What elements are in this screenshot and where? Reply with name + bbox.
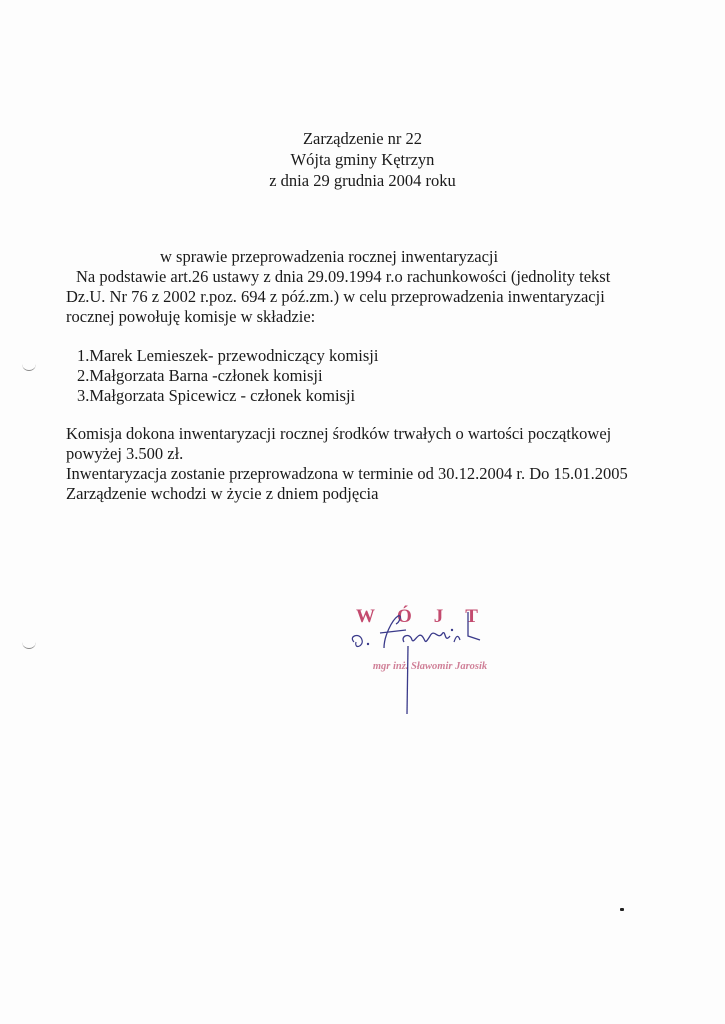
preamble-line: rocznej powołuję komisje w składzie:	[66, 307, 316, 326]
list-item: 3.Małgorzata Spicewicz - członek komisji	[77, 386, 356, 405]
document-subject: w sprawie przeprowadzenia rocznej inwentaryzacji	[160, 247, 499, 266]
closing-line: powyżej 3.500 zł.	[66, 444, 184, 463]
ink-speck	[620, 908, 624, 911]
stamp-title: WÓJT	[356, 606, 500, 627]
preamble-line: Na podstawie art.26 ustawy z dnia 29.09.1994 r.o rachunkowości (jednolity tekst	[76, 267, 611, 286]
closing-paragraph	[66, 424, 628, 504]
document-issuer: Wójta gminy Kętrzyn	[290, 150, 435, 169]
closing-line: Zarządzenie wchodzi w życie z dniem podjęcia	[66, 484, 379, 503]
preamble-line: Dz.U. Nr 76 z 2002 r.poz. 694 z póź.zm.) w celu przeprowadzenia inwentaryzacji	[66, 287, 605, 306]
handwritten-signature	[340, 606, 520, 716]
list-item: 2.Małgorzata Barna -członek komisji	[77, 366, 323, 385]
punch-hole-mark	[22, 640, 36, 649]
stamp-name: mgr inż. Sławomir Jarosik	[372, 661, 488, 672]
closing-line: Inwentaryzacja zostanie przeprowadzona w terminie od 30.12.2004 r. Do 15.01.2005	[66, 464, 628, 483]
document-date: z dnia 29 grudnia 2004 roku	[269, 171, 456, 190]
commission-members-list	[77, 346, 378, 406]
preamble-paragraph	[66, 267, 610, 327]
closing-line: Komisja dokona inwentaryzacji rocznej środków trwałych o wartości początkowej	[66, 424, 612, 443]
document-title: Zarządzenie nr 22	[302, 129, 423, 148]
document-header	[0, 128, 725, 191]
punch-hole-mark	[22, 362, 36, 371]
list-item: 1.Marek Lemieszek- przewodniczący komisji	[77, 346, 379, 365]
